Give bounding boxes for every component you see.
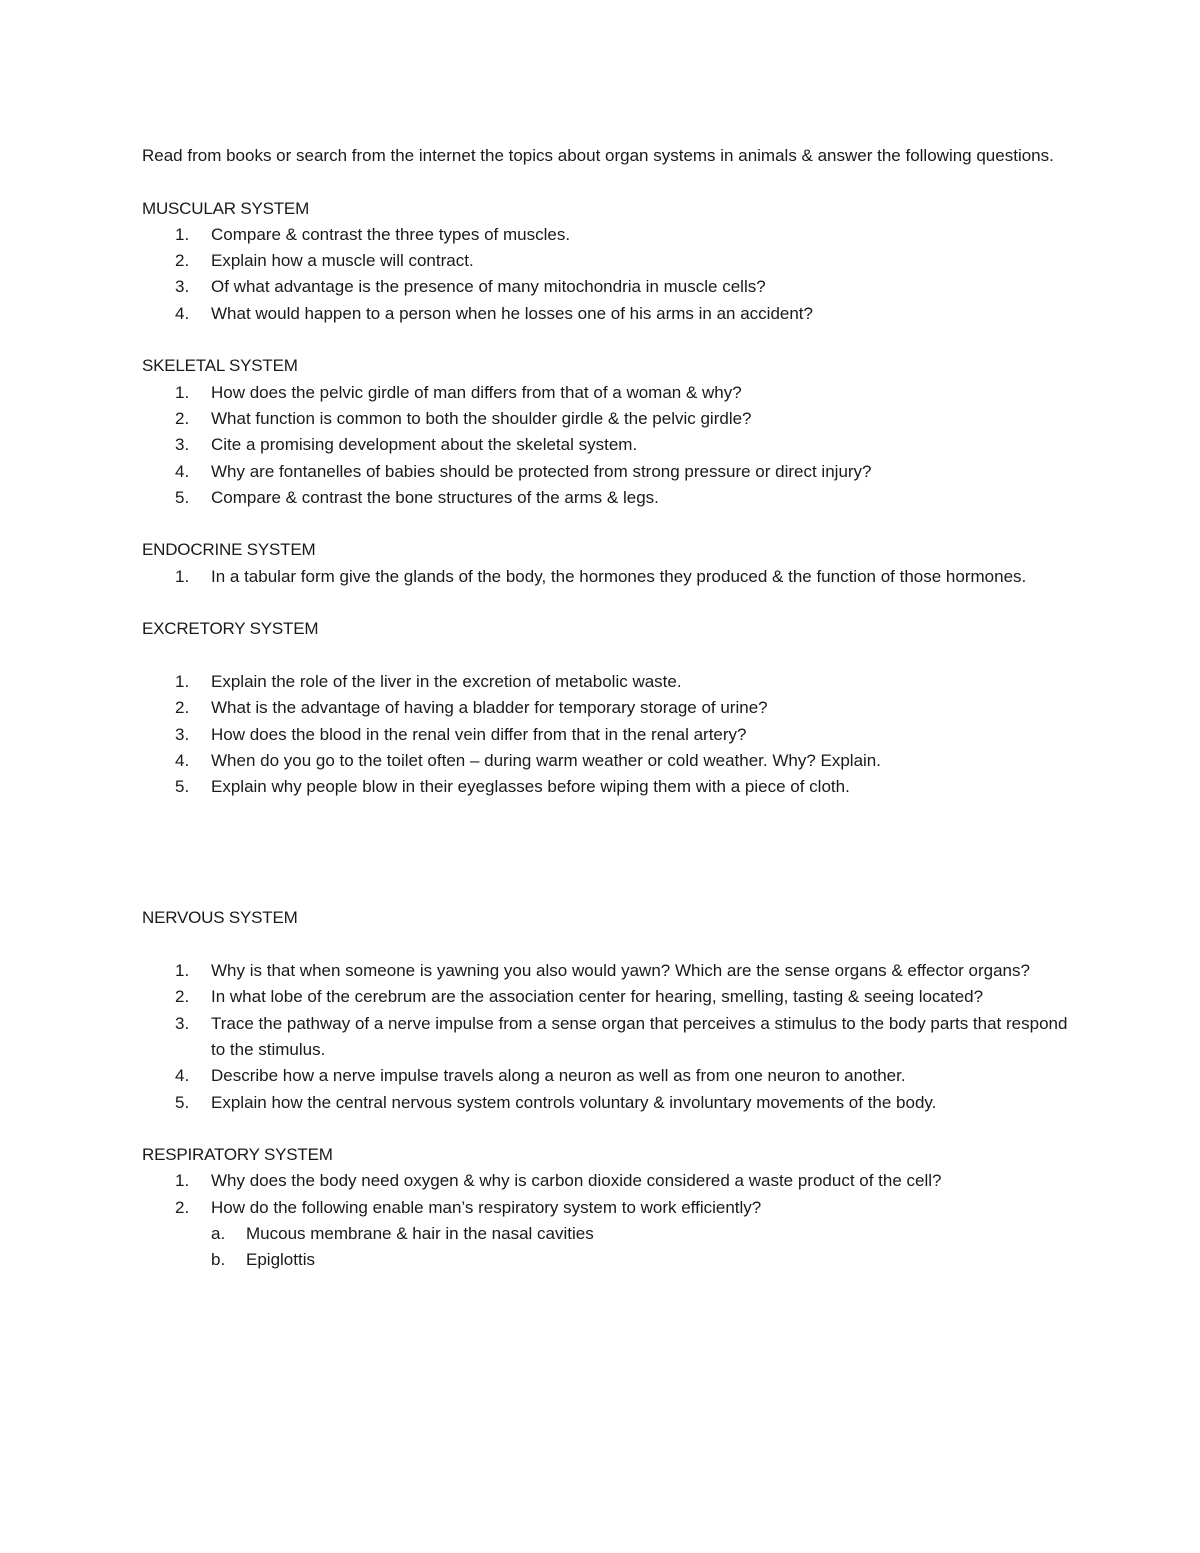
question-text: Explain why people blow in their eyeglasses before wiping them with a piece of cloth. bbox=[211, 777, 850, 797]
question-number: 1. bbox=[175, 1171, 190, 1191]
question-item bbox=[142, 1011, 1072, 1064]
question-number: 4. bbox=[175, 303, 190, 323]
question-text: Why is that when someone is yawning you also would yawn? Which are the sense organs & effector organs? bbox=[211, 961, 1030, 981]
question-number: 5. bbox=[175, 1092, 190, 1112]
question-number: 2. bbox=[175, 1197, 190, 1217]
question-list bbox=[142, 669, 1072, 800]
question-text: How do the following enable man’s respiratory system to work efficiently? bbox=[211, 1197, 762, 1217]
question-number: 2. bbox=[175, 987, 190, 1007]
question-number: 1. bbox=[175, 671, 190, 691]
question-number: 4. bbox=[175, 750, 190, 770]
question-text: How does the pelvic girdle of man differs from that of a woman & why? bbox=[211, 382, 742, 402]
question-number: 3. bbox=[175, 724, 190, 744]
question-text: Cite a promising development about the skeletal system. bbox=[211, 435, 638, 455]
question-number: 2. bbox=[175, 698, 190, 718]
question-item bbox=[142, 984, 1072, 1010]
sub-question-text: Epiglottis bbox=[246, 1250, 315, 1270]
question-item bbox=[142, 669, 1072, 695]
question-item bbox=[142, 248, 1072, 274]
question-text: Why are fontanelles of babies should be protected from strong pressure or direct injury? bbox=[211, 461, 872, 481]
question-item bbox=[142, 1168, 1072, 1194]
sub-question-item bbox=[211, 1221, 1072, 1247]
question-text: Compare & contrast the bone structures of the arms & legs. bbox=[211, 487, 659, 507]
question-list bbox=[142, 1168, 1072, 1273]
question-number: 5. bbox=[175, 777, 190, 797]
question-item bbox=[142, 695, 1072, 721]
question-text: Describe how a nerve impulse travels along a neuron as well as from one neuron to another. bbox=[211, 1066, 906, 1086]
question-item bbox=[142, 1063, 1072, 1089]
question-number: 4. bbox=[175, 1066, 190, 1086]
question-item bbox=[142, 722, 1072, 748]
question-list bbox=[142, 380, 1072, 511]
section-nervous-system bbox=[142, 905, 1072, 1115]
question-item bbox=[142, 1195, 1072, 1274]
question-list bbox=[142, 564, 1072, 590]
question-item bbox=[142, 406, 1072, 432]
question-text: Of what advantage is the presence of many mitochondria in muscle cells? bbox=[211, 277, 766, 297]
question-number: 2. bbox=[175, 408, 190, 428]
question-item bbox=[142, 432, 1072, 458]
question-text: How does the blood in the renal vein differ from that in the renal artery? bbox=[211, 724, 747, 744]
question-item bbox=[142, 774, 1072, 800]
section-excretory-system bbox=[142, 616, 1072, 800]
question-list bbox=[142, 958, 1072, 1116]
question-number: 1. bbox=[175, 382, 190, 402]
section-heading: SKELETAL SYSTEM bbox=[142, 356, 298, 376]
question-number: 3. bbox=[175, 277, 190, 297]
question-text: Compare & contrast the three types of muscles. bbox=[211, 224, 571, 244]
instructions-paragraph: Read from books or search from the internet the topics about organ systems in animals & answer the following questions. bbox=[142, 146, 1054, 165]
spacer bbox=[142, 800, 1072, 905]
question-item bbox=[142, 222, 1072, 248]
question-text: Explain how the central nervous system controls voluntary & involuntary movements of the body. bbox=[211, 1092, 937, 1112]
section-heading: NERVOUS SYSTEM bbox=[142, 908, 298, 928]
question-number: 1. bbox=[175, 566, 190, 586]
question-number: 5. bbox=[175, 487, 190, 507]
question-text: Trace the pathway of a nerve impulse from a sense organ that perceives a stimulus to the body parts that respond to the stimulus. bbox=[211, 1013, 1068, 1059]
section-endocrine-system bbox=[142, 537, 1072, 590]
spacer bbox=[142, 932, 1072, 958]
question-text: Why does the body need oxygen & why is carbon dioxide considered a waste product of the cell? bbox=[211, 1171, 942, 1191]
question-item bbox=[142, 485, 1072, 511]
question-text: What function is common to both the shoulder girdle & the pelvic girdle? bbox=[211, 408, 752, 428]
sub-question-text: Mucous membrane & hair in the nasal cavities bbox=[246, 1223, 594, 1243]
question-number: 4. bbox=[175, 461, 190, 481]
sub-question-letter: a. bbox=[211, 1223, 226, 1243]
question-item bbox=[142, 380, 1072, 406]
question-number: 3. bbox=[175, 1013, 190, 1033]
question-text: What would happen to a person when he losses one of his arms in an accident? bbox=[211, 303, 813, 323]
question-item bbox=[142, 301, 1072, 327]
sub-question-list bbox=[211, 1221, 1072, 1274]
question-item bbox=[142, 564, 1072, 590]
sub-question-letter: b. bbox=[211, 1250, 226, 1270]
question-list bbox=[142, 222, 1072, 327]
section-muscular-system bbox=[142, 196, 1072, 327]
question-item bbox=[142, 459, 1072, 485]
sub-question-item bbox=[211, 1247, 1072, 1273]
question-text: What is the advantage of having a bladder for temporary storage of urine? bbox=[211, 698, 768, 718]
question-item bbox=[142, 274, 1072, 300]
question-text: Explain the role of the liver in the excretion of metabolic waste. bbox=[211, 671, 682, 691]
question-text: Explain how a muscle will contract. bbox=[211, 251, 474, 271]
question-item bbox=[142, 958, 1072, 984]
section-heading: MUSCULAR SYSTEM bbox=[142, 198, 310, 218]
section-heading: ENDOCRINE SYSTEM bbox=[142, 540, 316, 560]
section-heading: RESPIRATORY SYSTEM bbox=[142, 1145, 333, 1165]
section-skeletal-system bbox=[142, 353, 1072, 511]
question-number: 1. bbox=[175, 961, 190, 981]
question-text: In what lobe of the cerebrum are the association center for hearing, smelling, tasting & seeing located? bbox=[211, 987, 984, 1007]
question-number: 3. bbox=[175, 435, 190, 455]
question-item bbox=[142, 1090, 1072, 1116]
document-body bbox=[142, 143, 1072, 1274]
question-text: In a tabular form give the glands of the body, the hormones they produced & the function of those hormones. bbox=[211, 566, 1027, 586]
question-number: 1. bbox=[175, 224, 190, 244]
question-text: When do you go to the toilet often – during warm weather or cold weather. Why? Explain. bbox=[211, 750, 881, 770]
spacer bbox=[142, 643, 1072, 669]
section-respiratory-system bbox=[142, 1142, 1072, 1273]
section-heading: EXCRETORY SYSTEM bbox=[142, 619, 319, 639]
question-item bbox=[142, 748, 1072, 774]
question-number: 2. bbox=[175, 251, 190, 271]
